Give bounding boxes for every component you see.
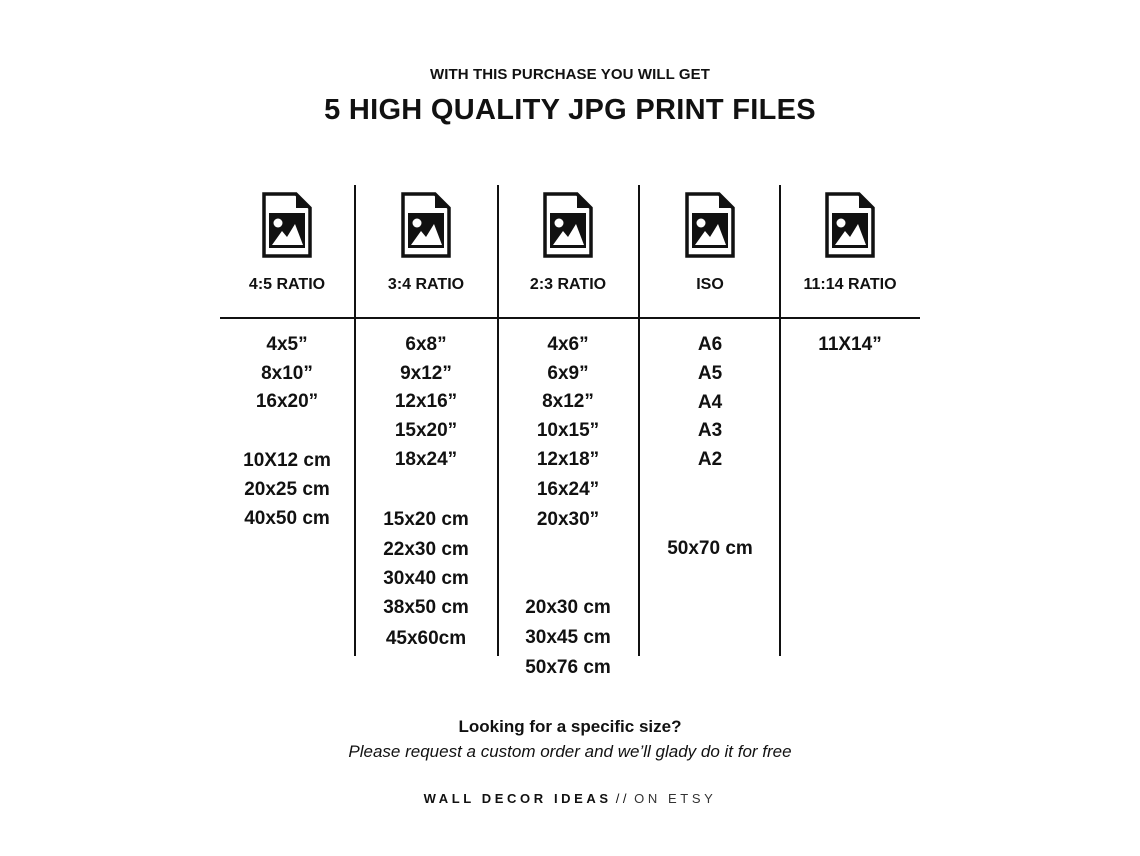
size-value: 4x6” [547, 334, 589, 355]
size-value: 11X14” [818, 334, 882, 355]
size-value: 15x20” [394, 420, 458, 441]
size-value: 22x30 cm [383, 539, 469, 560]
size-value: 20x25 cm [244, 479, 330, 500]
brand-name: WALL DECOR IDEAS [423, 791, 612, 806]
ratio-label-4-5: 4:5 RATIO [248, 276, 326, 293]
image-file-icon [825, 192, 875, 258]
brand-platform: ON ETSY [634, 791, 717, 806]
image-file-icon [262, 192, 312, 258]
custom-size-question: Looking for a specific size? [458, 717, 682, 736]
custom-order-note: Please request a custom order and we’ll glady do it for free [348, 742, 792, 761]
size-value: 50x76 cm [525, 657, 611, 678]
size-value: A2 [697, 449, 723, 470]
header-divider [220, 317, 920, 319]
size-value: 18x24” [394, 449, 458, 470]
size-value: 6x9” [547, 363, 589, 384]
brand-line [0, 791, 1140, 806]
size-value: 30x45 cm [525, 627, 611, 648]
size-value: 30x40 cm [383, 568, 469, 589]
subtitle: WITH THIS PURCHASE YOU WILL GET [429, 66, 711, 83]
size-value: 4x5” [266, 334, 308, 355]
size-value: 10X12 cm [243, 450, 331, 471]
page-title: 5 HIGH QUALITY JPG PRINT FILES [324, 94, 816, 126]
size-value: 40x50 cm [244, 508, 330, 529]
size-value: 45x60cm [385, 628, 467, 649]
size-value: 12x16” [394, 391, 458, 412]
size-value: 20x30” [536, 509, 600, 530]
ratio-label-3-4: 3:4 RATIO [387, 276, 465, 293]
brand-separator: // [615, 791, 631, 806]
size-value: 50x70 cm [667, 538, 753, 559]
size-value: 38x50 cm [383, 597, 469, 618]
ratio-label-iso: ISO [696, 276, 724, 293]
image-file-icon [685, 192, 735, 258]
size-value: 8x12” [542, 391, 594, 412]
size-value: A5 [697, 363, 723, 384]
size-value: 15x20 cm [383, 509, 469, 530]
size-value: 9x12” [400, 363, 452, 384]
ratio-label-11-14: 11:14 RATIO [803, 276, 897, 293]
size-value: 10x15” [536, 420, 600, 441]
size-value: 16x24” [536, 479, 600, 500]
image-file-icon [543, 192, 593, 258]
size-value: 8x10” [261, 363, 313, 384]
image-file-icon [401, 192, 451, 258]
size-value: 6x8” [405, 334, 447, 355]
size-value: A6 [697, 334, 723, 355]
size-value: A3 [697, 420, 723, 441]
size-value: 12x18” [536, 449, 600, 470]
size-value: 16x20” [255, 391, 319, 412]
ratio-label-2-3: 2:3 RATIO [529, 276, 607, 293]
size-value: A4 [697, 392, 723, 413]
size-value: 20x30 cm [525, 597, 611, 618]
